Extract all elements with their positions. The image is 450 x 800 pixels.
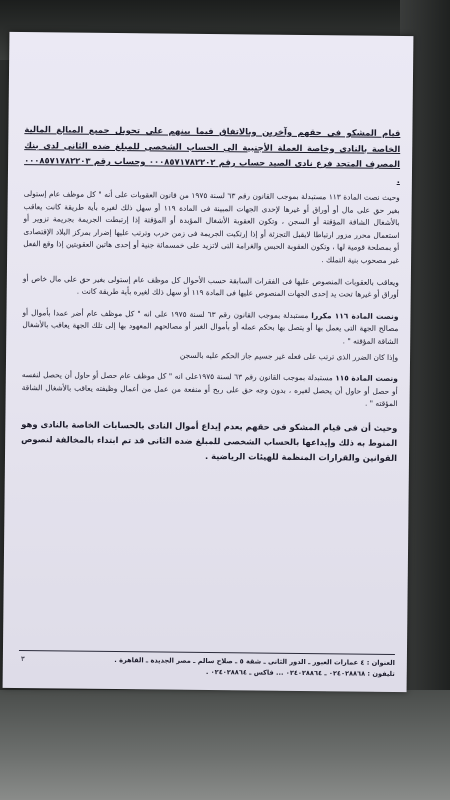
paragraph-article-115 [22,369,398,411]
article-116-lead: ونصت المادة ١١٦ مكررا [311,310,399,321]
document-heading [24,122,401,188]
background-bottom [0,690,450,800]
paragraph-penalties: ويعاقب بالعقوبات المنصوص عليها فى الفقرات السابقة حسب الأحوال كل موظف عام إستولى بغير حق على مال خاص أو أوراق أو غيرها تحت يد إحدى الجهات المنصوص عليها فى المادة ١١٩ أو سهل ذلك لغيره بأية طريقة كانت . [22,273,399,300]
paragraph-article-113: وحيث نصت المادة ١١٣ مستبدلة بموجب القانون رقم ٦٣ لسنة ١٩٧٥ من قانون العقوبات على أنه " كل موظف عام إستولى بغير حق على مال أو أوراق أو غيرها لإحدى الجهات المبينة فى المادة ١١٩ أو سهل ذلك لغيره بأية طريقة كانت يعاقب بالأشغال الشاقة المؤقتة أو السجن ، وتكون العقوبة الأشغال المؤبدة أو المؤقتة إذا إرتبطت الجريمة بجريمة تزوير أو استعمال محرر مزور ارتباطا لايقبل التجزئة أو إذا إرتكبت الجريمة فى زمن حرب وترتب عليها إضرار بمركز البلاد الإقتصادى أو بمصلحة قومية لها ، وتكون العقوبة الحبس والغرامة التى لاتزيد على خمسمائة جنية أو إحدى هاتين العقوبتين إذا وقع الفعل غير مصحوب بنية التملك . [23,189,400,265]
document-page [3,32,414,692]
article-115-lead: ونصت المادة ١١٥ [335,373,398,384]
paragraph-damage: وإذا كان الضرر الذى ترتب على فعله غير جسيم جاز الحكم عليه بالسجن [179,350,399,362]
closing-paragraph: وحيث أن فى قيام المشكو فى حقهم بعدم إيداع أموال النادى بالحسابات الخاصة بالنادى وهو المنوط به ذلك وإيداعها بالحساب الشخصى للمبلغ ضده الثانى قد تم ابتداء بالمخالفة لنصوص القوانين والقرارات المنظمة للهيئات الرياضية . [21,418,398,463]
document-body [21,122,401,466]
heading-text: قيام المشكو فى حقهم وآخرين وبالاتفاق فيما بينهم على تحويل جميع المبالغ المالية الخاصة بالنادى وخاصة العملة الأجنبية الى الحساب الشخصى للمبلغ ضده الثانى لدى بنك المصرف المتحد فرع نادى الصيد حساب رقم ٠٠٠٨٥٧١٧٨٢٢٠٢ وحساب رقم ٠٠٠٨٥٧١٧٨٢٢٠٣ . [24,124,401,185]
footer-phone: تليفون : ٠٢٤٠٢٨٨٦٨ ـ ٠٢٤٠٢٨٨٦٤ ... فاكس ـ ٠٢٤٠٢٨٨٦٤ . [205,667,395,678]
article-115-text: مستبدلة بموجب القانون رقم ٦٣ لسنة ١٩٧٥على انه " كل موظف عام حصل أو حاول أن يحصل لنفسه أو حصل أو حاول أن يحصل لغيره ، بدون وجه حق على ربح أو منفعة من عمل من أعمال وظيفته يعاقب بالأشغال الشاقة المؤقته " . [21,370,398,409]
footer-address: العنوان : ٤ عمارات العبور ـ الدور الثانى ـ شقة ٥ ـ صلاح سالم ـ مصر الجديدة ـ القاهرة . [114,656,395,667]
paragraph-article-116 [22,307,398,349]
document-footer [19,650,395,680]
page-number: ٣ [20,655,25,664]
article-116-text: مستبدلة بموجب القانون رقم ٦٣ لسنة ١٩٧٥ على انه " كل موظف عام أضر عمدا بأموال أو مصالح الجهة التى يعمل بها أو يتصل بها بحكم عمله أو بأموال الغير أو مصالحهم المعهود بها إلى تلك الجهة يعاقب بالأشغال الشاقة المؤقته " . [22,307,399,346]
